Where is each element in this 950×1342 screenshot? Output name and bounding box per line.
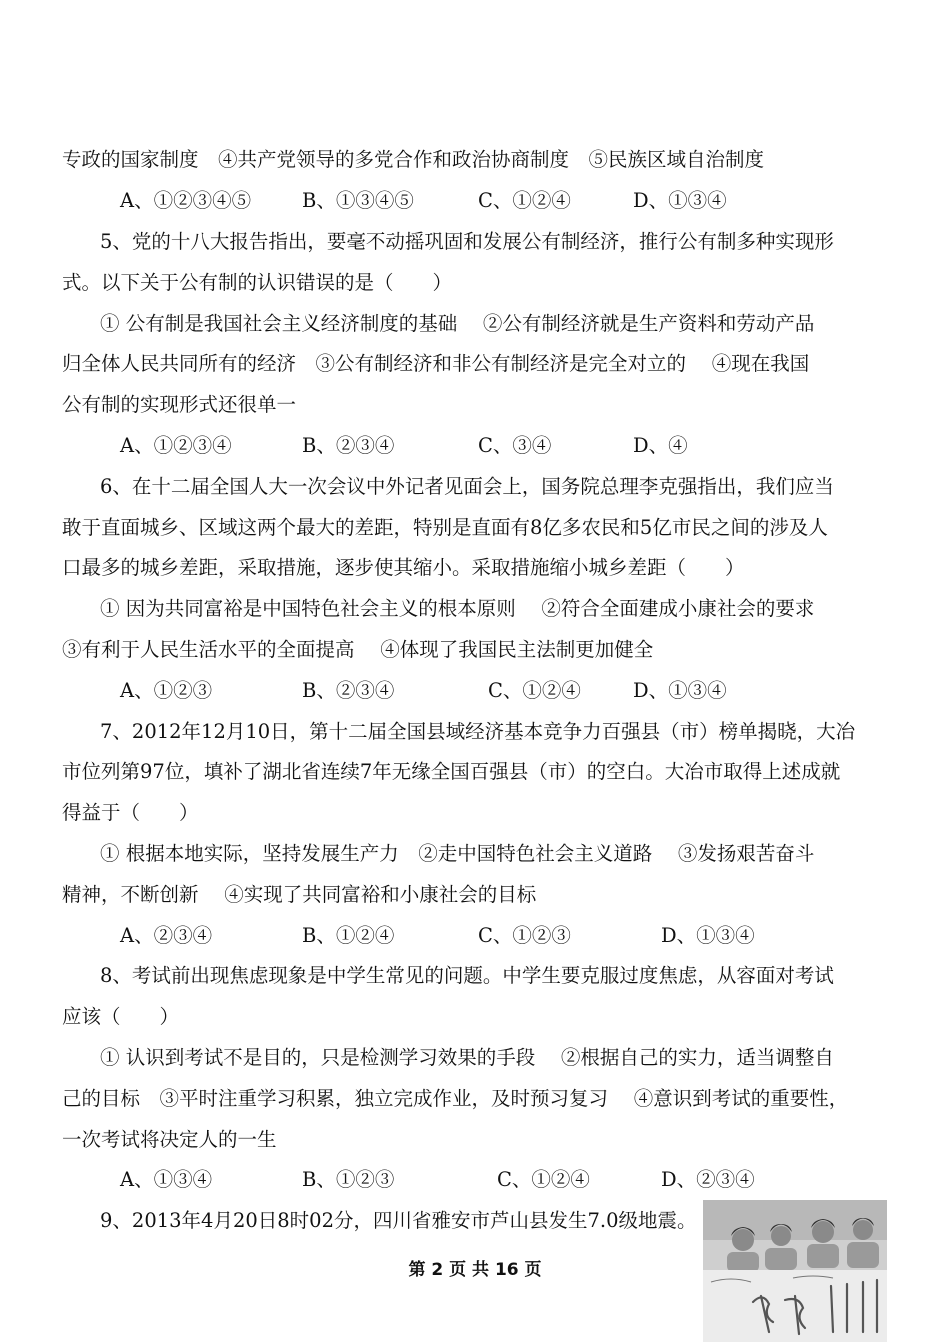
q6-stem-line-3: 口最多的城乡差距，采取措施，逐步使其缩小。采取措施缩小城乡差距（ ） — [62, 556, 745, 579]
q8-option-c: C、①②④ — [497, 1168, 590, 1191]
q8-stem-line-1: 8、考试前出现焦虑现象是中学生常见的问题。中学生要克服过度焦虑，从容面对考试 — [100, 964, 834, 987]
q4-option-a: A、①②③④⑤ — [120, 189, 252, 212]
q8-statement-line-3: 一次考试将决定人的一生 — [62, 1128, 277, 1151]
q6-option-a: A、①②③ — [120, 679, 213, 702]
q5-option-b: B、②③④ — [302, 434, 395, 457]
q8-statement-line-1: ① 认识到考试不是目的，只是检测学习效果的手段 ②根据自己的实力，适当调整自 — [100, 1046, 834, 1069]
q5-stem-line-1: 5、党的十八大报告指出，要毫不动摇巩固和发展公有制经济，推行公有制多种实现形 — [100, 230, 834, 253]
q7-options — [0, 921, 950, 951]
q4-options — [0, 186, 950, 216]
q6-statement-line-1: ① 因为共同富裕是中国特色社会主义的根本原则 ②符合全面建成小康社会的要求 — [100, 597, 815, 620]
q5-options — [0, 431, 950, 461]
q6-stem-line-2: 敢于直面城乡、区域这两个最大的差距，特别是直面有8亿多农民和5亿市民之间的涉及人 — [62, 516, 828, 539]
q4-option-b: B、①③④⑤ — [302, 189, 414, 212]
q4-option-d: D、①③④ — [633, 189, 727, 212]
q4-tail-line: 专政的国家制度 ④共产党领导的多党合作和政治协商制度 ⑤民族区域自治制度 — [62, 148, 765, 171]
q7-option-d: D、①③④ — [661, 924, 755, 947]
q6-options — [0, 676, 950, 706]
q7-option-b: B、①②④ — [302, 924, 395, 947]
q7-option-a: A、②③④ — [120, 924, 213, 947]
q4-option-c: C、①②④ — [478, 189, 571, 212]
page-footer: 第 2 页 共 16 页 — [408, 1260, 542, 1280]
q8-options — [0, 1165, 950, 1195]
q7-stem-line-3: 得益于（ ） — [62, 801, 199, 824]
q5-statement-line-2: 归全体人民共同所有的经济 ③公有制经济和非公有制经济是完全对立的 ④现在我国 — [62, 352, 810, 375]
q8-option-a: A、①③④ — [120, 1168, 213, 1191]
q7-stem-line-1: 7、2012年12月10日，第十二届全国县域经济基本竞争力百强县（市）榜单揭晓，大冶 — [100, 720, 856, 743]
q6-stem-line-1: 6、在十二届全国人大一次会议中外记者见面会上，国务院总理李克强指出，我们应当 — [100, 475, 834, 498]
q6-option-c: C、①②④ — [488, 679, 581, 702]
q7-statement-line-1: ① 根据本地实际，坚持发展生产力 ②走中国特色社会主义道路 ③发扬艰苦奋斗 — [100, 842, 815, 865]
q6-option-b: B、②③④ — [302, 679, 395, 702]
q7-statement-line-2: 精神，不断创新 ④实现了共同富裕和小康社会的目标 — [62, 883, 537, 906]
q8-stem-line-2: 应该（ ） — [62, 1005, 180, 1028]
q7-option-c: C、①②③ — [478, 924, 571, 947]
q8-option-d: D、②③④ — [661, 1168, 755, 1191]
q6-statement-line-2: ③有利于人民生活水平的全面提高 ④体现了我国民主法制更加健全 — [62, 638, 654, 661]
q6-option-d: D、①③④ — [633, 679, 727, 702]
q8-option-b: B、①②③ — [302, 1168, 395, 1191]
q8-statement-line-2: 己的目标 ③平时注重学习积累，独立完成作业，及时预习复习 ④意识到考试的重要性， — [62, 1087, 849, 1110]
earthquake-children-photo — [703, 1200, 887, 1342]
q5-stem-line-2: 式。以下关于公有制的认识错误的是（ ） — [62, 271, 453, 294]
q5-option-d: D、④ — [633, 434, 688, 457]
q5-statement-line-1: ① 公有制是我国社会主义经济制度的基础 ②公有制经济就是生产资料和劳动产品 — [100, 312, 815, 335]
q5-option-a: A、①②③④ — [120, 434, 232, 457]
photo-illustration — [703, 1200, 887, 1342]
q5-option-c: C、③④ — [478, 434, 552, 457]
q9-stem-line-1: 9、2013年4月20日8时02分，四川省雅安市芦山县发生7.0级地震。 — [100, 1209, 697, 1232]
q7-stem-line-2: 市位列第97位，填补了湖北省连续7年无缘全国百强县（市）的空白。大冶市取得上述成就 — [62, 760, 841, 783]
q5-statement-line-3: 公有制的实现形式还很单一 — [62, 393, 297, 416]
